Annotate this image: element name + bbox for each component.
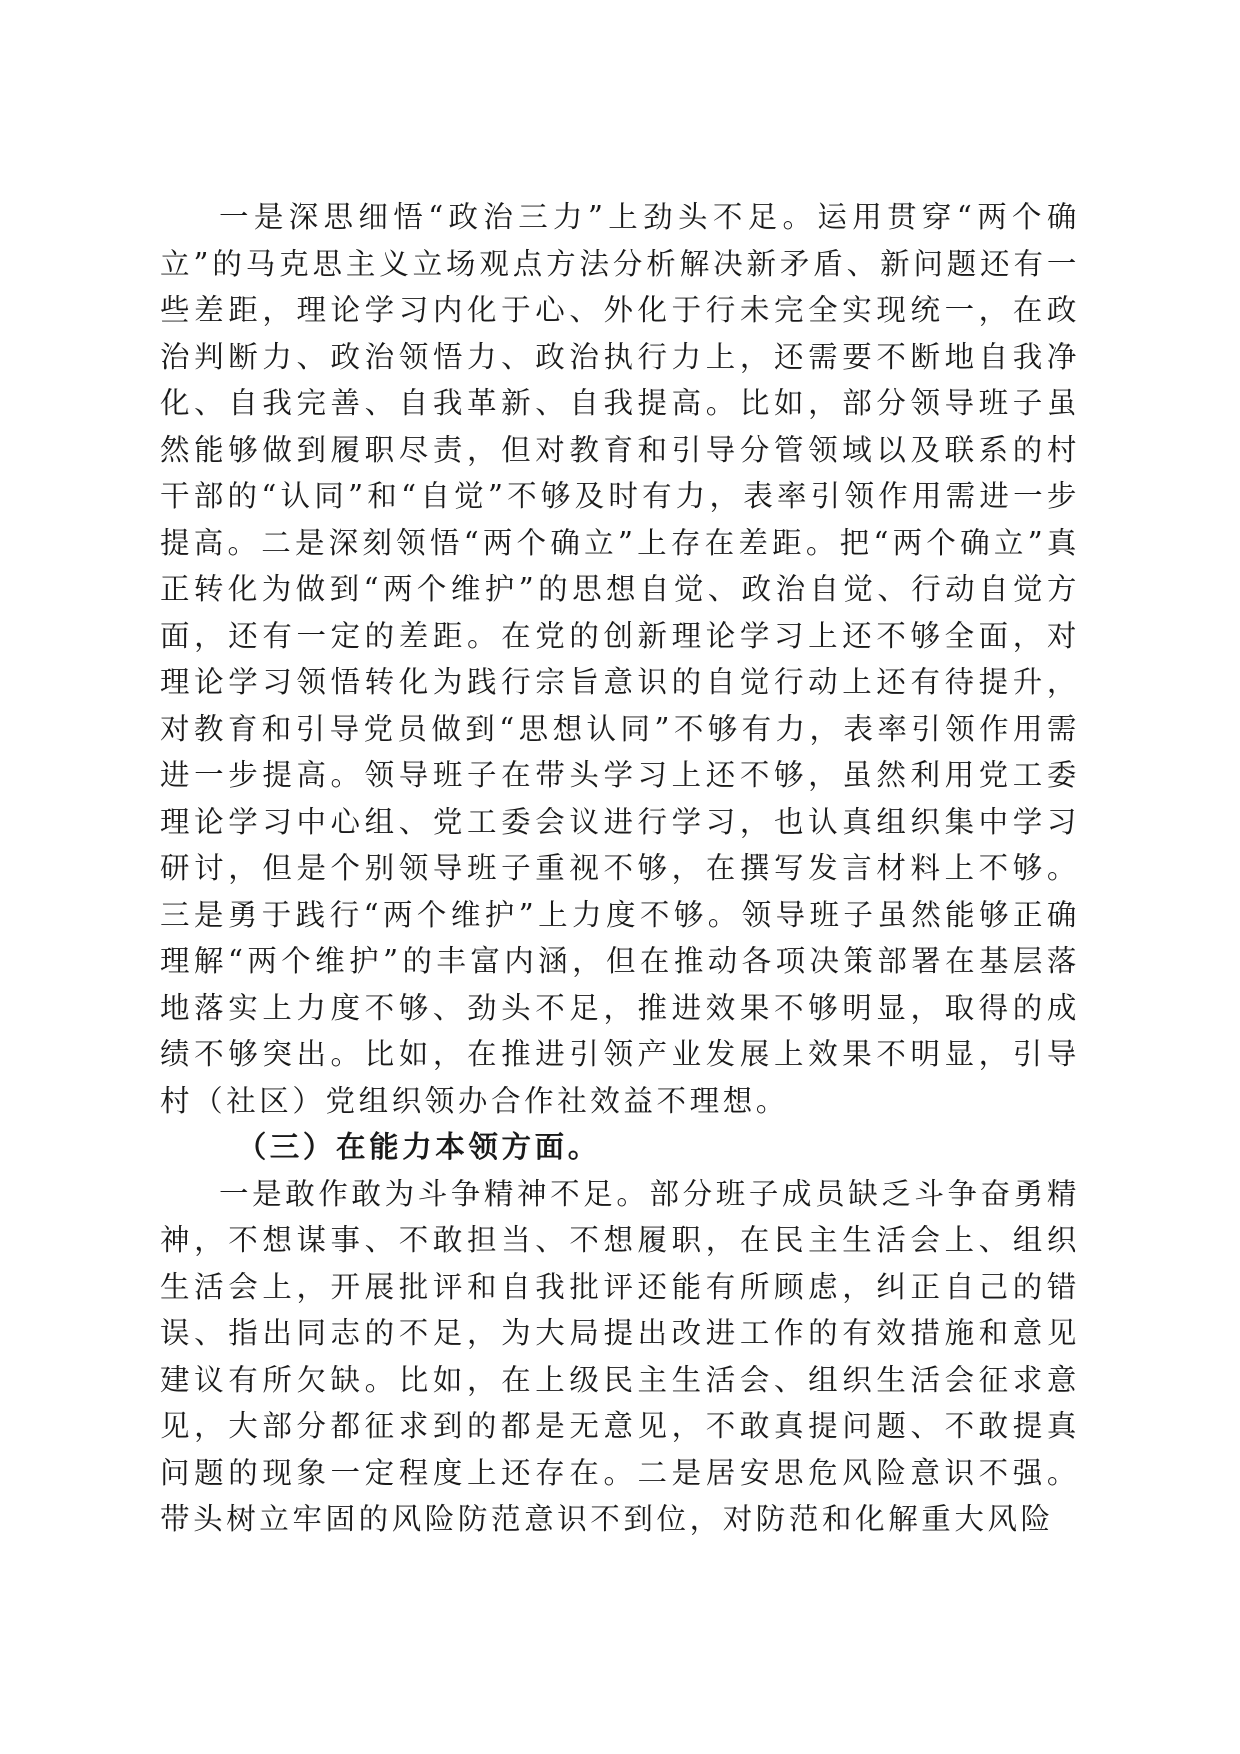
- paragraph-political-capacity: 一是深思细悟“政治三力”上劲头不足。运用贯穿“两个确立”的马克思主义立场观点方法分析解决新矛盾、新问题还有一些差距，理论学习内化于心、外化于行未完全实现统一，在政治判断力、政治领悟力、政治执行力上，还需要不断地自我净化、自我完善、自我革新、自我提高。比如，部分领导班子虽然能够做到履职尽责，但对教育和引导分管领域以及联系的村干部的“认同”和“自觉”不够及时有力，表率引领作用需进一步提高。二是深刻领悟“两个确立”上存在差距。把“两个确立”真正转化为做到“两个维护”的思想自觉、政治自觉、行动自觉方面，还有一定的差距。在党的创新理论学习上还不够全面，对理论学习领悟转化为践行宗旨意识的自觉行动上还有待提升，对教育和引导党员做到“思想认同”不够有力，表率引领作用需进一步提高。领导班子在带头学习上还不够，虽然利用党工委理论学习中心组、党工委会议进行学习，也认真组织集中学习研讨，但是个别领导班子重视不够，在撰写发言材料上不够。三是勇于践行“两个维护”上力度不够。领导班子虽然能够正确理解“两个维护”的丰富内涵，但在推动各项决策部署在基层落地落实上力度不够、劲头不足，推进效果不够明显，取得的成绩不够突出。比如，在推进引领产业发展上效果不明显，引导村（社区）党组织领办合作社效益不理想。: [160, 200, 1080, 1118]
- paragraph-ability: 一是敢作敢为斗争精神不足。部分班子成员缺乏斗争奋勇精神，不想谋事、不敢担当、不想履职，在民主生活会上、组织生活会上，开展批评和自我批评还能有所顾虑，纠正自己的错误、指出同志的不足，为大局提出改进工作的有效措施和意见建议有所欠缺。比如，在上级民主生活会、组织生活会征求意见，大部分都征求到的都是无意见，不敢真提问题、不敢提真问题的现象一定程度上还存在。二是居安思危风险意识不强。带头树立牢固的风险防范意识不到位，对防范和化解重大风险: [160, 1176, 1080, 1536]
- document-page: [160, 194, 1080, 1543]
- section-heading-ability: （三）在能力本领方面。: [236, 1129, 601, 1164]
